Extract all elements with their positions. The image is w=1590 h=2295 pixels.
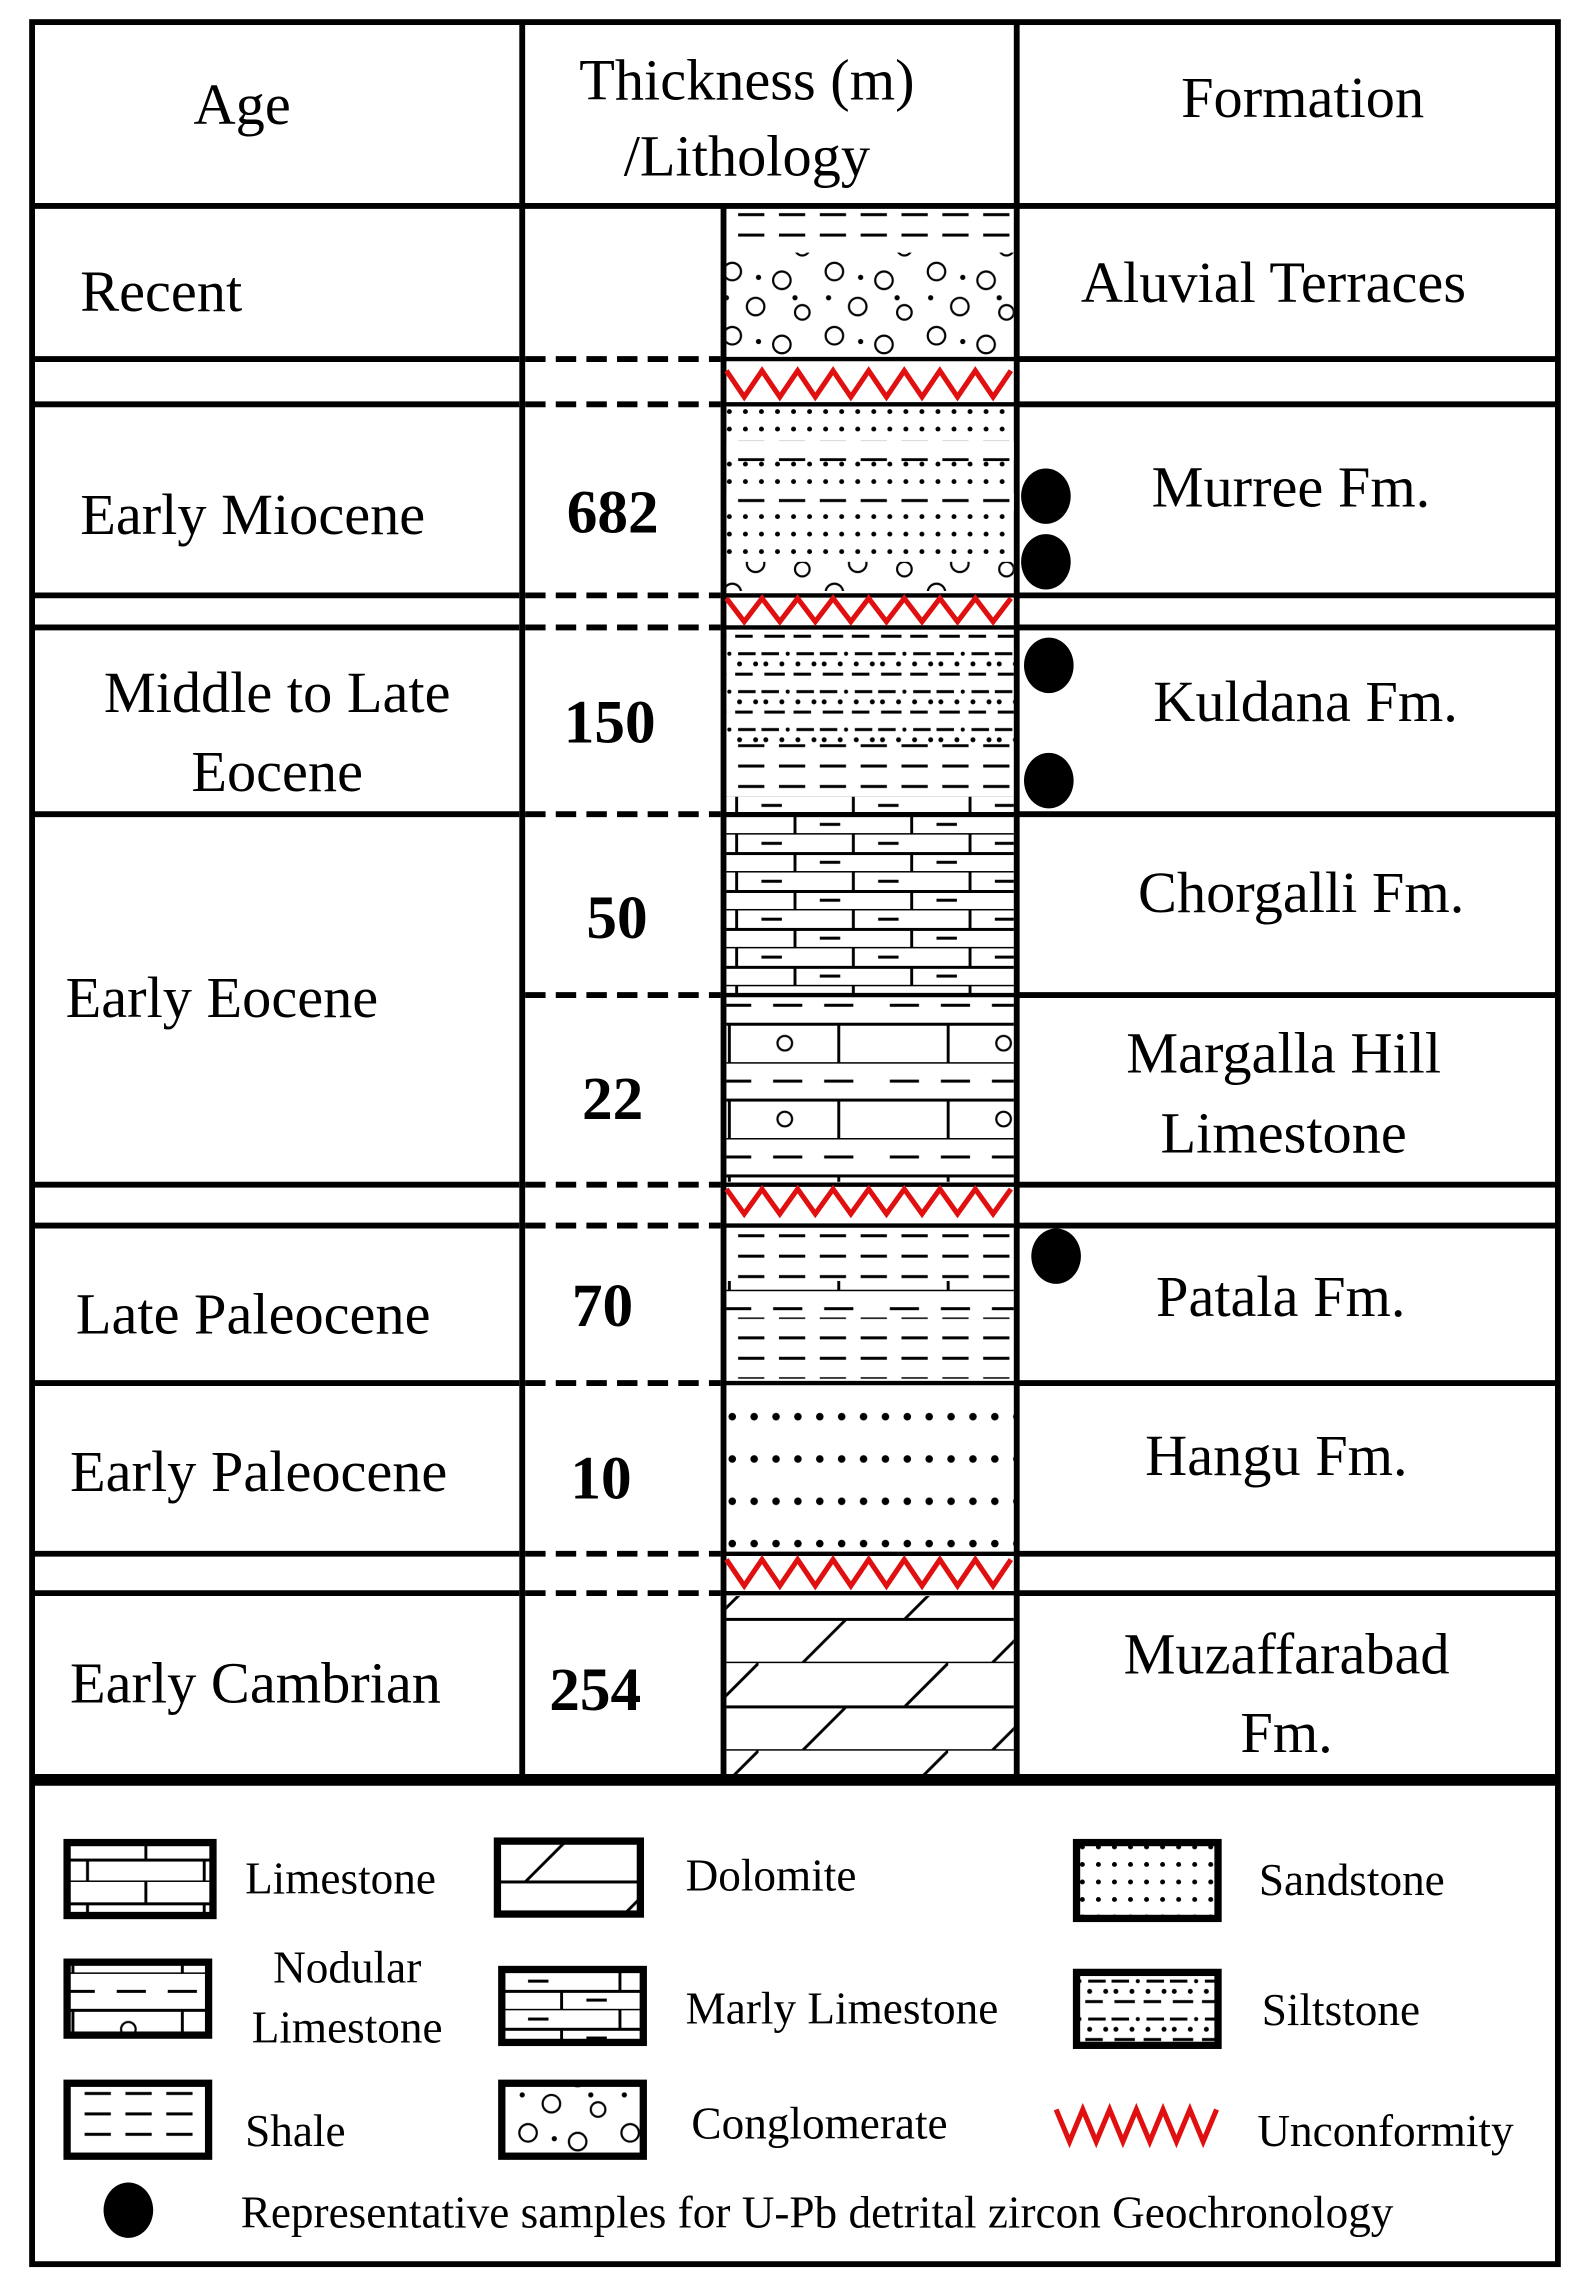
- legend-sample-dot: [104, 2182, 154, 2237]
- litho-murree-conglomerate: [726, 562, 1013, 591]
- thickness-margalla: 22: [582, 1065, 644, 1134]
- sample-dot-kuldana-2: [1024, 753, 1074, 808]
- age-middle-late-eocene-1: Middle to Late: [103, 660, 451, 726]
- legend-swatch-siltstone: [1077, 1972, 1218, 2045]
- formation-muzaffarabad-2: Fm.: [1240, 1700, 1333, 1766]
- formation-margalla-2: Limestone: [1160, 1100, 1407, 1166]
- formation-murree: Murree Fm.: [1151, 454, 1431, 520]
- unconformity-miocene-eocene: [726, 598, 1010, 621]
- legend-swatch-sandstone: [1077, 1843, 1218, 1919]
- header-formation: Formation: [1181, 64, 1425, 130]
- legend-label-siltstone: Siltstone: [1261, 1984, 1421, 2035]
- age-early-cambrian: Early Cambrian: [70, 1650, 441, 1716]
- legend-swatch-dolomite: [497, 1841, 640, 1914]
- litho-murree-shale2-lines: [726, 492, 1013, 512]
- legend-swatch-unconformity: [1056, 2110, 1216, 2142]
- formation-patala: Patala Fm.: [1156, 1263, 1406, 1329]
- header-lithology: /Lithology: [623, 123, 871, 189]
- formation-chorgalli: Chorgalli Fm.: [1138, 859, 1465, 925]
- litho-chorgalli-marly: [726, 797, 1013, 994]
- thickness-hangu: 10: [570, 1444, 632, 1513]
- litho-kuldana-shale: [726, 744, 1013, 797]
- unconformity-paleocene-cambrian: [726, 1560, 1010, 1586]
- formation-margalla-1: Margalla Hill: [1126, 1020, 1442, 1086]
- litho-murree-shale1-lines: [726, 441, 1013, 461]
- thickness-chorgalli: 50: [586, 884, 648, 953]
- legend-label-dolomite: Dolomite: [685, 1850, 857, 1901]
- legend-label-limestone: Limestone: [245, 1853, 436, 1904]
- litho-patala-nodular: [726, 1281, 1013, 1317]
- litho-patala-shale2: [726, 1317, 1013, 1378]
- legend-sample-note: Representative samples for U-Pb detrital zircon Geochronology: [240, 2187, 1394, 2238]
- age-recent: Recent: [80, 258, 243, 324]
- legend-swatch-nodular-limestone: [67, 1962, 208, 2035]
- sample-dot-murree-1: [1021, 468, 1071, 523]
- unconformity-eocene-paleocene: [726, 1189, 1010, 1214]
- litho-patala-shale: [726, 1228, 1013, 1281]
- formation-kuldana: Kuldana Fm.: [1153, 668, 1458, 734]
- legend-label-sandstone: Sandstone: [1258, 1855, 1445, 1906]
- formation-hangu: Hangu Fm.: [1145, 1422, 1408, 1488]
- legend-label-marly: Marly Limestone: [685, 1983, 999, 2034]
- litho-recent-conglomerate: [726, 253, 1013, 358]
- litho-margalla-nodular: [726, 997, 1013, 1182]
- age-middle-late-eocene-2: Eocene: [191, 738, 363, 804]
- litho-murree-sandstone: [726, 409, 1013, 562]
- age-early-miocene: Early Miocene: [80, 482, 426, 548]
- formation-aluvial: Aluvial Terraces: [1080, 250, 1467, 316]
- litho-muzaffarabad-dolomite: [726, 1596, 1013, 1777]
- thickness-murree: 682: [566, 478, 659, 547]
- litho-hangu-sandstone: [726, 1386, 1013, 1551]
- sample-markers: [1021, 468, 1081, 1283]
- unconformity-recent-miocene: [726, 371, 1010, 397]
- legend-label-nodular-2: Limestone: [251, 2002, 443, 2053]
- thickness-muzaffarabad: 254: [549, 1655, 642, 1724]
- sample-dot-murree-2: [1021, 534, 1071, 589]
- legend-label-conglomerate: Conglomerate: [691, 2098, 948, 2149]
- age-early-eocene: Early Eocene: [65, 964, 379, 1030]
- header-age: Age: [193, 72, 291, 138]
- legend-swatch-shale: [67, 2083, 208, 2156]
- legend-swatch-limestone: [67, 1843, 213, 1916]
- legend-label-shale: Shale: [245, 2105, 346, 2156]
- sample-dot-patala: [1031, 1228, 1081, 1283]
- legend-swatch-marly-limestone: [502, 1969, 643, 2042]
- legend-swatch-conglomerate: [502, 2083, 643, 2156]
- litho-recent-shale: [726, 209, 1013, 253]
- age-late-paleocene: Late Paleocene: [75, 1281, 431, 1347]
- litho-kuldana-siltstone: [726, 630, 1013, 744]
- unconformity-zigzag-icon: [1056, 2110, 1216, 2142]
- thickness-patala: 70: [571, 1272, 634, 1341]
- legend-label-unconformity: Unconformity: [1257, 2105, 1514, 2156]
- thickness-kuldana: 150: [563, 688, 656, 757]
- legend: [67, 1841, 1514, 2238]
- formation-muzaffarabad-1: Muzaffarabad: [1123, 1621, 1450, 1687]
- header-thickness: Thickness (m): [579, 47, 915, 113]
- legend-label-nodular-1: Nodular: [273, 1942, 422, 1993]
- age-early-paleocene: Early Paleocene: [70, 1439, 448, 1505]
- sample-dot-kuldana-1: [1024, 638, 1074, 693]
